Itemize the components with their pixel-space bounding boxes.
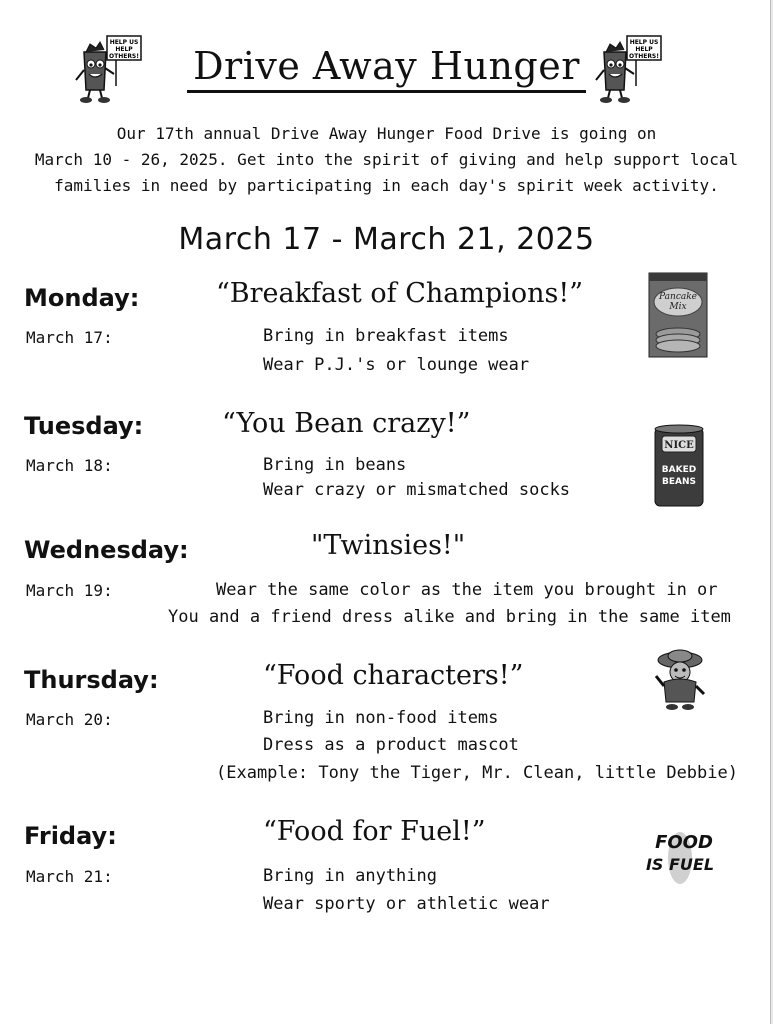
day-label-thursday: Thursday: [24,666,159,694]
pancake-mix-box-icon [648,272,708,358]
day-label-monday: Monday: [24,284,140,312]
activity-line: Bring in beans [263,455,407,475]
page-edge-line [770,0,771,1024]
sign-text-2: HELP [635,46,653,53]
day-label-friday: Friday: [24,822,117,850]
activity-line: You and a friend dress alike and bring in the same item [168,607,731,627]
activity-line: Wear P.J.'s or lounge wear [263,355,530,375]
theme-thursday: “Food characters!” [263,660,524,691]
sign-text-3: OTHERS! [629,53,659,60]
page-title-text: Drive Away Hunger [187,44,586,93]
activity-line: Bring in breakfast items [263,326,509,346]
date-tuesday: March 18: [26,456,113,475]
date-thursday: March 20: [26,710,113,729]
sign-text-3: OTHERS! [109,53,139,60]
intro-line: March 10 - 26, 2025. Get into the spirit of giving and help support local [34,150,739,169]
sign-text-1: HELP US [109,39,139,46]
intro-paragraph [30,121,743,199]
food-text: FOOD [655,832,713,853]
nice-text: NICE [664,440,694,451]
mix-text: Mix [669,302,687,312]
baked-beans-can-icon [654,424,704,510]
baked-text: BAKED [661,465,697,475]
date-friday: March 21: [26,867,113,886]
activity-line: (Example: Tony the Tiger, Mr. Clean, little Debbie) [216,763,738,783]
theme-tuesday: “You Bean crazy!” [222,408,471,439]
date-wednesday: March 19: [26,581,113,600]
theme-monday: “Breakfast of Champions!” [216,278,584,309]
page-title [0,44,773,93]
activity-line: Wear crazy or mismatched socks [263,480,571,500]
activity-line: Bring in anything [263,866,437,886]
date-range-heading: March 17 - March 21, 2025 [178,222,595,257]
activity-line: Wear the same color as the item you brought in or [216,580,718,600]
theme-wednesday: "Twinsies!" [311,530,466,561]
intro-line: families in need by participating in each day's spirit week activity. [54,176,719,195]
beans-text: BEANS [662,477,696,487]
theme-friday: “Food for Fuel!” [263,816,486,847]
is-fuel-text: IS FUEL [645,855,715,874]
day-label-wednesday: Wednesday: [24,536,189,564]
mascot-character-icon [650,646,710,712]
activity-line: Dress as a product mascot [263,735,519,755]
activity-line: Bring in non-food items [263,708,499,728]
intro-line: Our 17th annual Drive Away Hunger Food Drive is going on [116,124,657,143]
activity-line: Wear sporty or athletic wear [263,894,550,914]
sign-text-2: HELP [115,46,133,53]
food-is-fuel-logo-icon [640,818,722,892]
pancake-text: Pancake [659,292,697,302]
day-label-tuesday: Tuesday: [24,412,144,440]
sign-text-1: HELP US [629,39,659,46]
date-monday: March 17: [26,328,113,347]
